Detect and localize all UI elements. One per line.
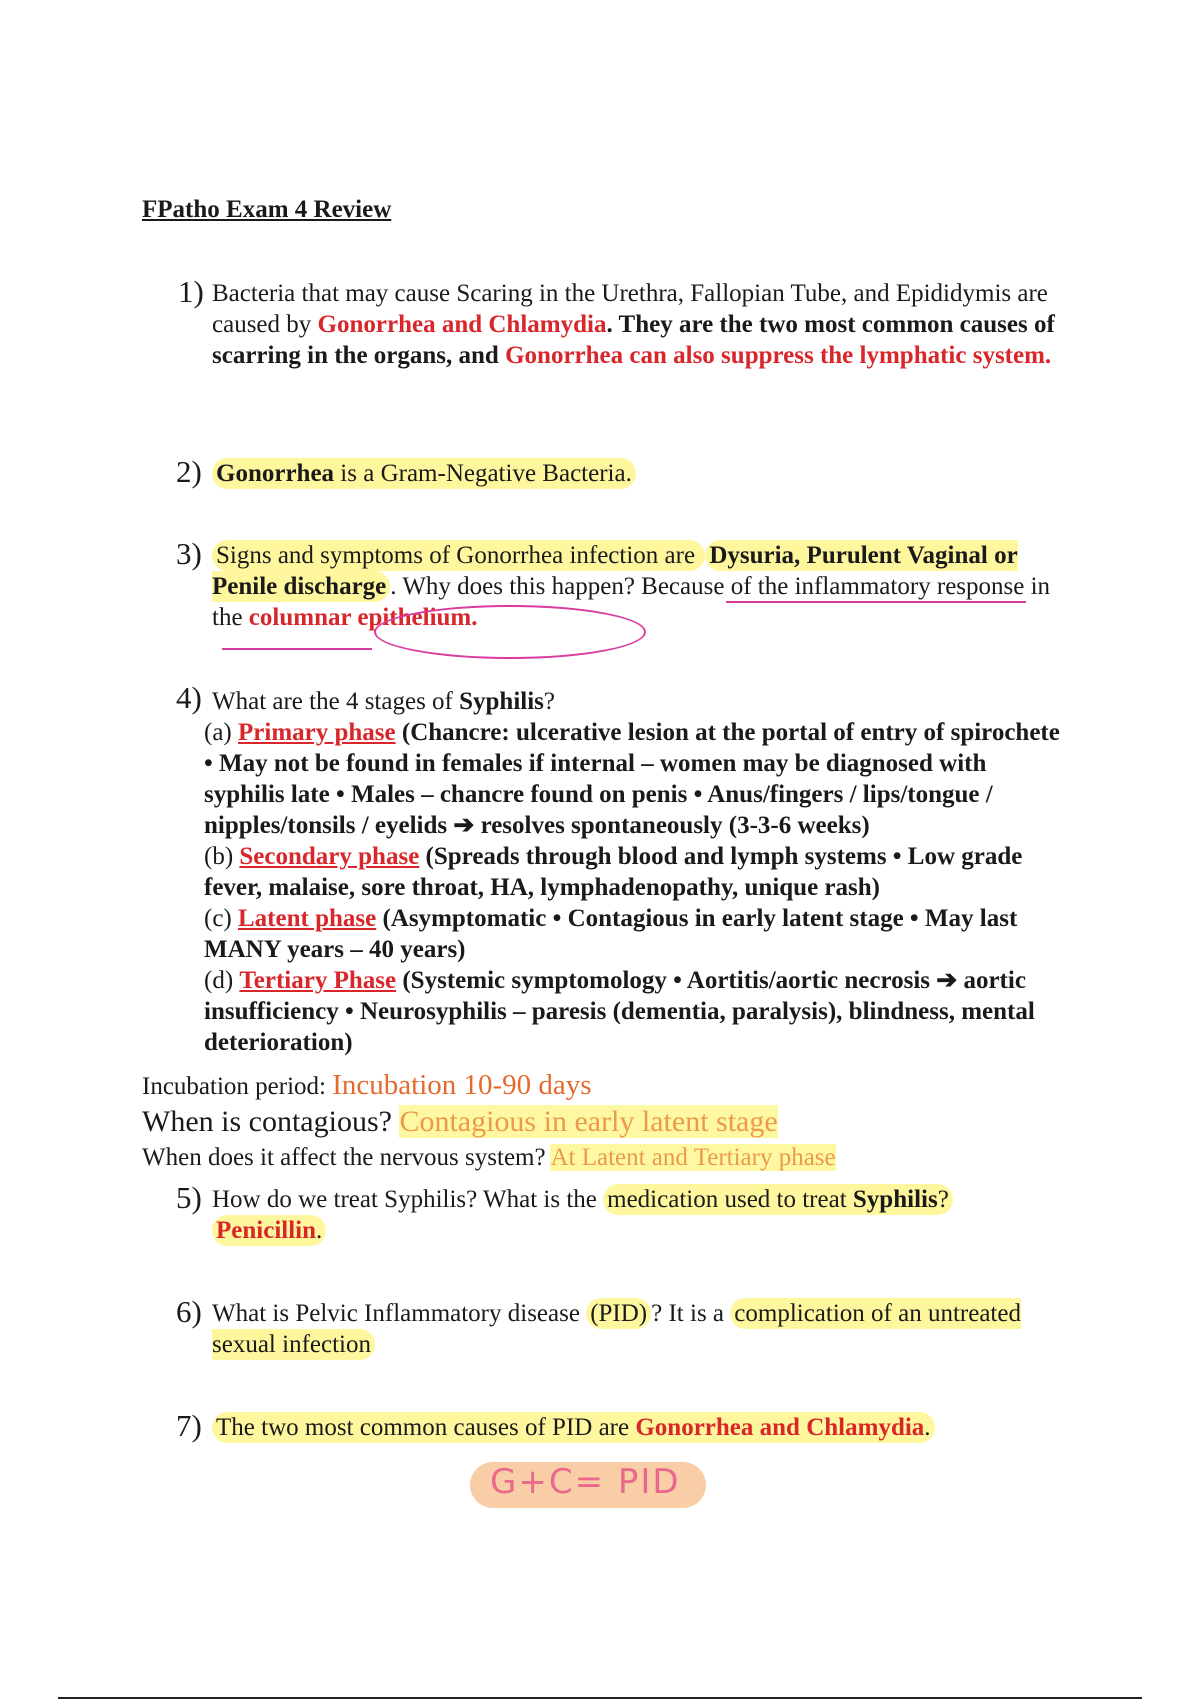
syphilis-stages <box>142 717 1062 1058</box>
page-bottom-rule <box>58 1697 1142 1699</box>
stage-label: (b) <box>204 843 240 870</box>
stage-name: Tertiary Phase <box>239 967 397 994</box>
stage-desc: (Systemic symptomology • Aortitis/aortic necrosis ➔ aortic insufficiency • Neurosyphilis – paresis (dementia, paralysis), blindness, mental deterioration) <box>204 967 1035 1056</box>
stage-desc: (Chancre: ulcerative lesion at the portal of entry of spirochete • May not be found in females if internal – women may be diagnosed with syphilis late • Males – chancre found on penis • Anus/fingers / lips/tongue / nipples/tonsils / eyelids ➔ resolves spontaneously (3-3-6 weeks) <box>204 719 1060 839</box>
q1-answer-2: Gonorrhea can also suppress the lymphatic system. <box>505 342 1052 369</box>
q2-highlight <box>212 458 636 489</box>
question-7 <box>212 1412 1062 1443</box>
question-number: 7) <box>176 1408 202 1443</box>
incubation-label: Incubation period: <box>142 1073 333 1100</box>
incubation-line <box>142 1070 1062 1102</box>
q7-answer: Gonorrhea and Chlamydia <box>635 1414 925 1441</box>
stage-item <box>142 965 1062 1058</box>
question-number: 5) <box>176 1180 202 1215</box>
stage-label: (d) <box>204 967 240 994</box>
q7-text: The two most common causes of PID are <box>216 1414 636 1441</box>
question-3 <box>212 540 1062 633</box>
stage-desc: (Spreads through blood and lymph systems • Low grade fever, malaise, sore throat, HA, lymphadenopathy, unique rash) <box>204 843 1023 901</box>
q3-answer-2: columnar epithelium. <box>248 604 478 631</box>
q5-term: Syphilis <box>852 1186 938 1213</box>
q5-text: How do we treat Syphilis? What is the <box>212 1186 604 1213</box>
q7-period: . <box>924 1414 931 1441</box>
stage-item <box>142 841 1062 903</box>
q3-text: Signs and symptoms of Gonorrhea infection are <box>212 540 705 571</box>
nervous-label: When does it affect the nervous system? <box>142 1144 551 1171</box>
question-number: 6) <box>176 1294 202 1329</box>
q4-text: What are the 4 stages of <box>212 688 460 715</box>
q6-text-2: ? It is a <box>651 1300 731 1327</box>
q5-answer: Penicillin <box>216 1217 316 1244</box>
incubation-value: Incubation 10-90 days <box>332 1069 592 1101</box>
q5-text-3: ? <box>937 1186 949 1213</box>
q6-text: What is Pelvic Inflammatory disease <box>212 1300 587 1327</box>
question-4 <box>212 686 1062 717</box>
q2-text: is a Gram-Negative Bacteria. <box>334 460 632 487</box>
question-number: 4) <box>176 680 202 715</box>
contagious-line <box>142 1106 1062 1137</box>
q1-answer: Gonorrhea and Chlamydia <box>317 311 607 338</box>
q5-answer-highlight <box>212 1215 326 1246</box>
stage-item <box>142 717 1062 841</box>
q1-text: Bacteria that may cause Scaring in the Urethra, Fallopian Tube, and Epididymis are caused by <box>212 280 1048 338</box>
pink-underline <box>726 601 1026 603</box>
stage-name: Latent phase <box>238 905 377 932</box>
question-5 <box>212 1184 1062 1246</box>
contagious-value: Contagious in early latent stage <box>399 1105 778 1138</box>
question-number: 1) <box>178 274 204 309</box>
pink-underline <box>222 648 372 650</box>
stage-name: Primary phase <box>238 719 396 746</box>
stage-label: (c) <box>204 905 238 932</box>
q5-period: . <box>316 1217 323 1244</box>
page-title: FPatho Exam 4 Review <box>142 196 392 223</box>
question-number: 2) <box>176 454 202 489</box>
question-number: 3) <box>176 536 202 571</box>
handwritten-annotation: G+C= PID <box>490 1462 681 1502</box>
nervous-value: At Latent and Tertiary phase <box>550 1144 836 1171</box>
q5-text-2: medication used to treat <box>607 1186 853 1213</box>
stage-label: (a) <box>204 719 238 746</box>
question-1 <box>212 278 1062 371</box>
q7-highlight <box>212 1412 935 1443</box>
question-2 <box>212 458 1062 489</box>
q3-text-2: . Why does this happen? Because of the inflammatory response in the <box>212 573 1051 631</box>
nervous-line <box>142 1142 1062 1173</box>
contagious-label: When is contagious? <box>142 1105 400 1138</box>
stage-name: Secondary phase <box>239 843 420 870</box>
q2-term: Gonorrhea <box>216 460 335 487</box>
q6-term: (PID) <box>586 1298 651 1329</box>
q1-text-bold: . They are the two most common causes of scarring in the organs, and <box>212 311 1055 369</box>
q4-text-2: ? <box>543 688 556 715</box>
q6-answer: complication of an untreated sexual infection <box>212 1300 1021 1358</box>
question-6 <box>212 1298 1062 1360</box>
q5-highlight <box>603 1184 953 1215</box>
q3-answer: Dysuria, Purulent Vaginal or Penile discharge <box>212 542 1018 600</box>
pink-circle-annotation <box>374 605 646 659</box>
q4-term: Syphilis <box>459 688 544 715</box>
stage-item <box>142 903 1062 965</box>
stage-desc: (Asymptomatic • Contagious in early latent stage • May last MANY years – 40 years) <box>204 905 1018 963</box>
